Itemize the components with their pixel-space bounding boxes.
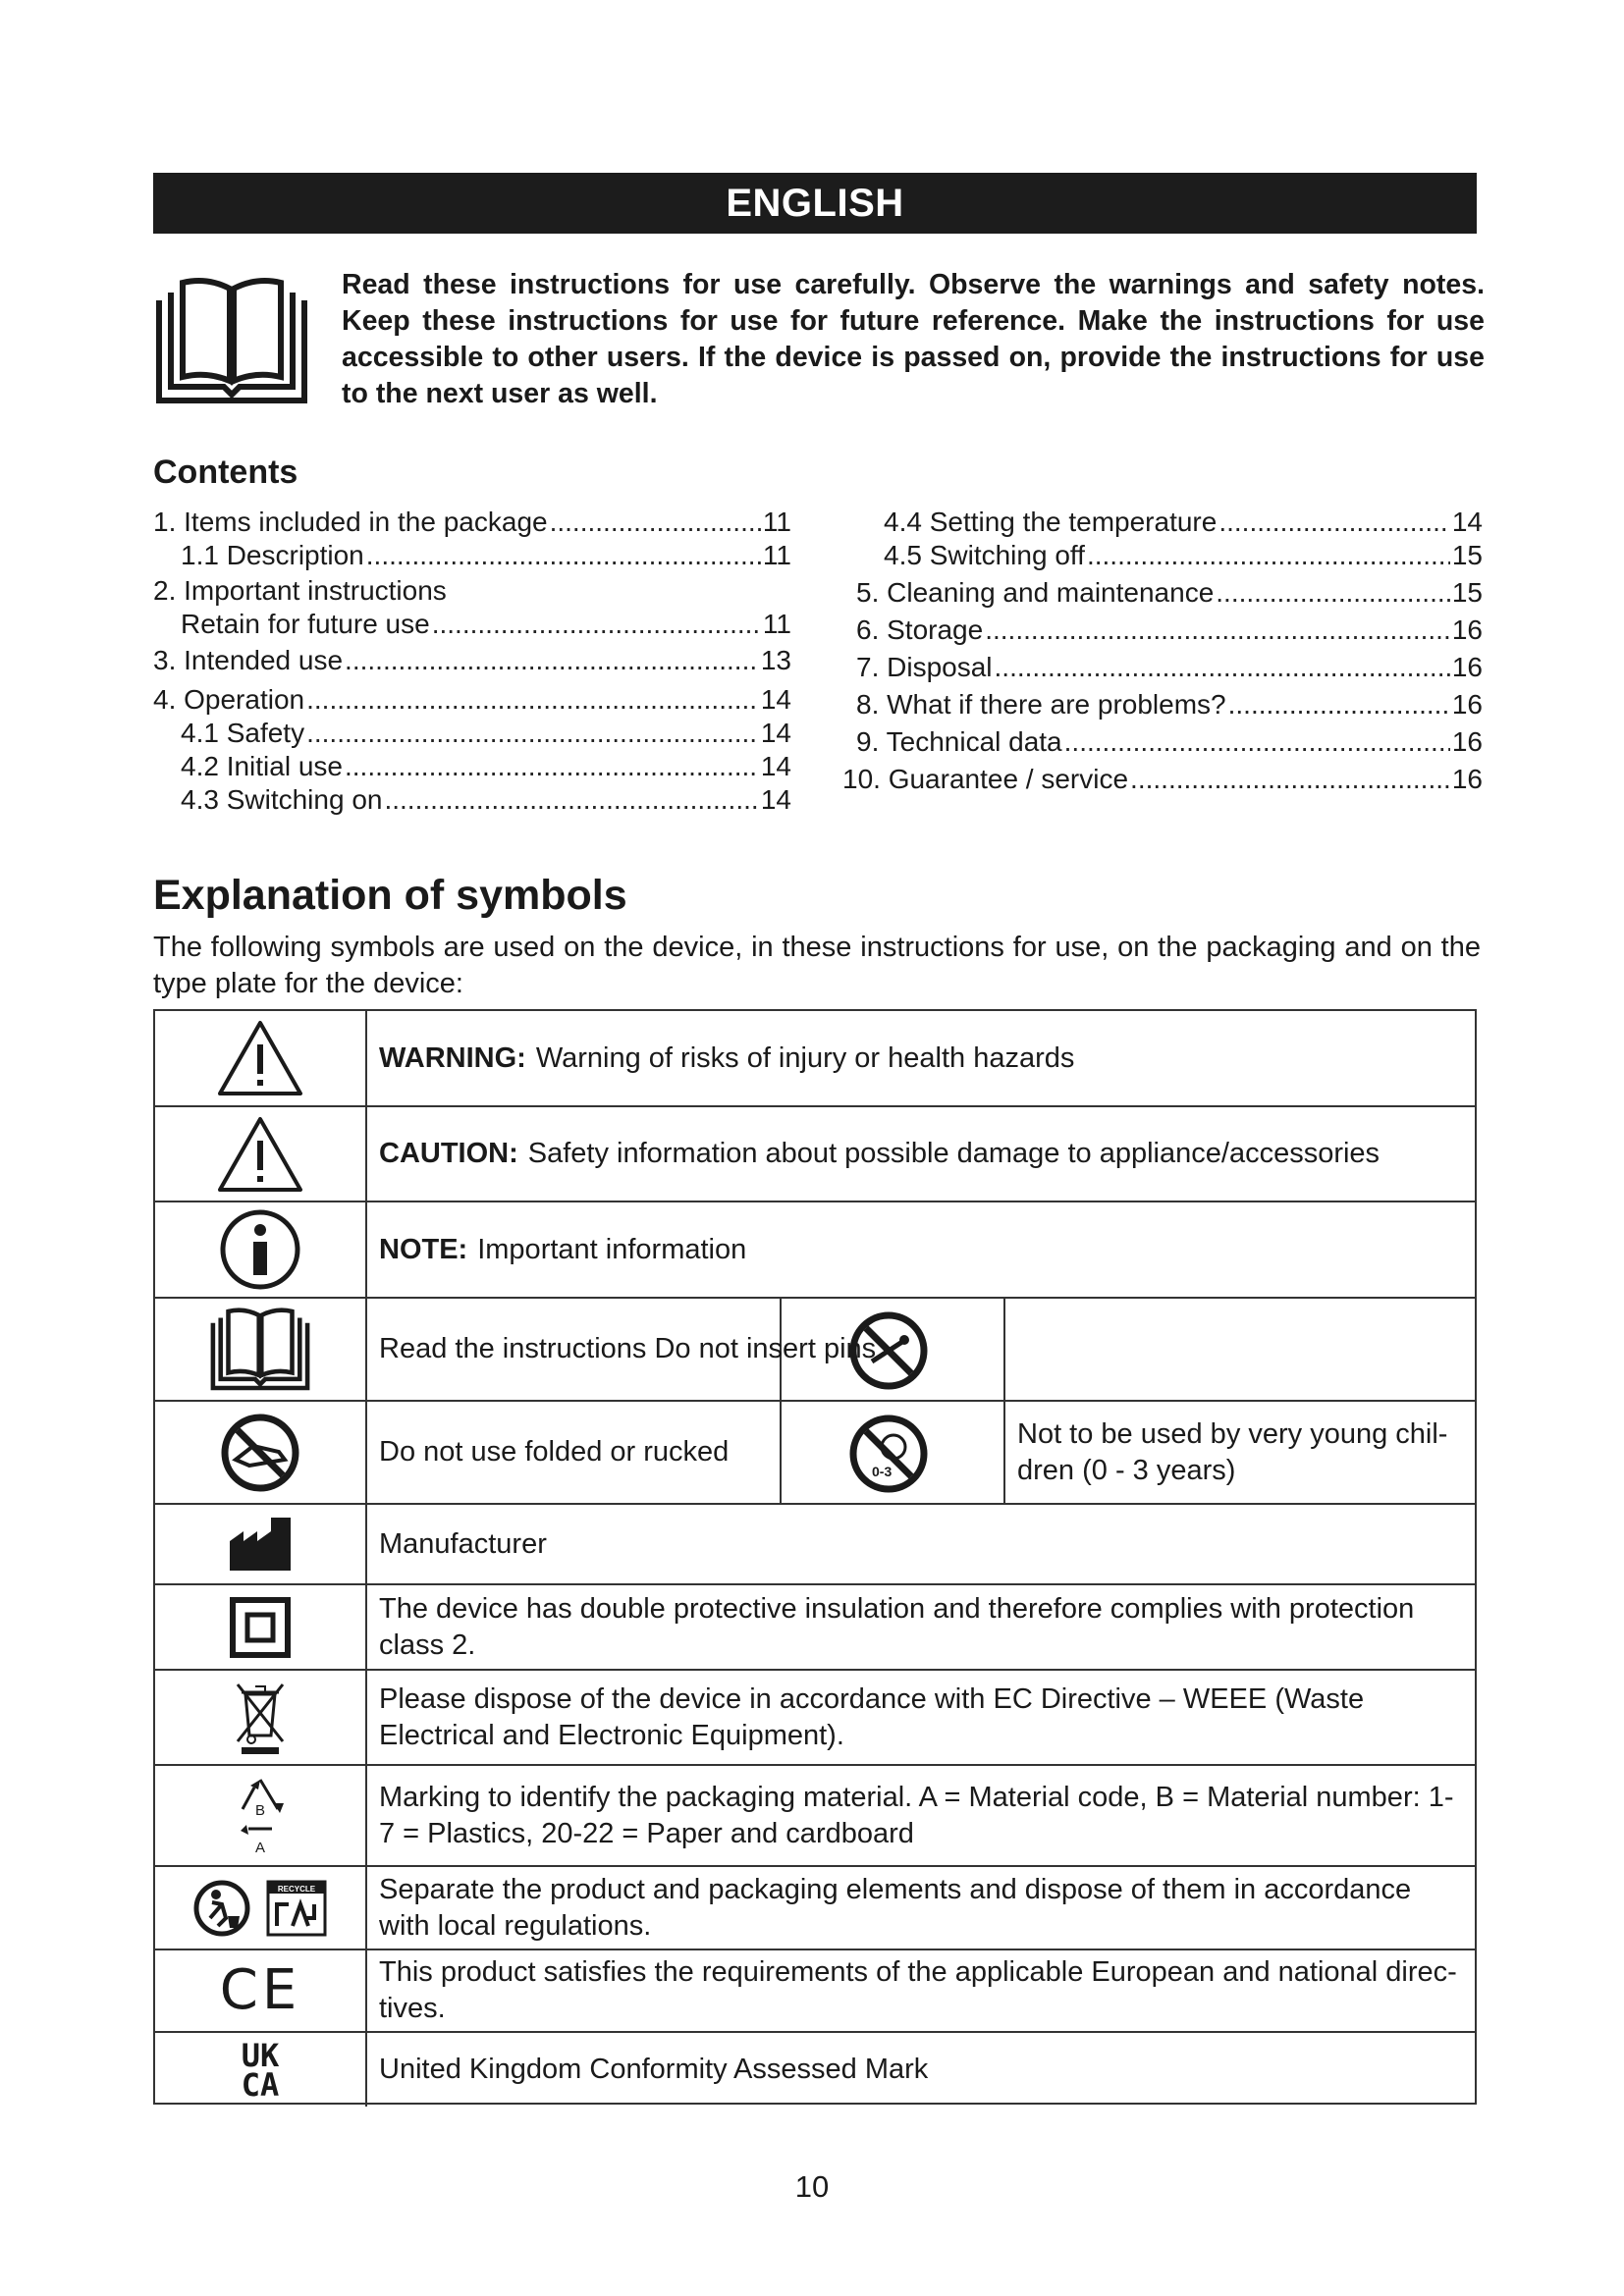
ukca-mark-icon — [155, 2033, 367, 2107]
no-folding-icon — [220, 1413, 300, 1493]
toc-right-column — [842, 506, 1483, 796]
toc-left-column — [153, 506, 791, 817]
toc-entry[interactable]: Retain for future use ..... 11 — [153, 608, 791, 641]
symbol-row-note — [155, 1201, 1475, 1297]
read-instructions-icon — [209, 1305, 311, 1395]
toc-entry[interactable]: 8. What if there are problems? ..... 16 — [842, 688, 1483, 721]
toc-entry[interactable]: 2. Important instructions — [153, 575, 447, 606]
symbol-row-caution — [155, 1105, 1475, 1201]
toc-entry[interactable]: 4.3 Switching on ..... 14 — [153, 783, 791, 817]
toc-entry[interactable]: 4.4 Setting the temperature ..... 14 — [842, 506, 1483, 539]
recycle-person-icon — [192, 1879, 251, 1938]
symbol-row-warning — [155, 1011, 1475, 1105]
material-number-label: B — [254, 1801, 266, 1819]
warning-triangle-icon — [216, 1019, 304, 1097]
ukca-text: United Kingdom Conformity Assessed Mark — [379, 2054, 929, 2085]
toc-entry[interactable]: 5. Cleaning and maintenance ..... 15 — [842, 576, 1483, 610]
symbols-intro: The following symbols are used on the device, in these instructions for use, on the packaging and on the type plate for the device: — [153, 932, 1481, 999]
symbols-table — [153, 1009, 1477, 2105]
toc-entry[interactable]: 4.5 Switching off ..... 15 — [842, 539, 1483, 572]
page-number: 10 — [794, 2169, 830, 2204]
protection-class-2-icon — [230, 1597, 291, 1658]
language-banner: ENGLISH — [153, 173, 1477, 234]
symbol-row-weee — [155, 1669, 1475, 1764]
warning-text: Warning of risks of injury or health hazards — [535, 1041, 1075, 1074]
no-children-icon — [848, 1414, 929, 1494]
ukca-bottom: CA — [241, 2065, 280, 2104]
protection-class-text: The device has double protective insulation and therefore complies with protection class 2. — [379, 1592, 1415, 1661]
toc-entry[interactable]: 10. Guarantee / service ..... 16 — [842, 763, 1483, 796]
toc-entry[interactable]: 9. Technical data ..... 16 — [842, 725, 1483, 759]
age-label: 0-3 — [872, 1464, 893, 1479]
caution-triangle-icon — [216, 1115, 304, 1194]
read-instructions-text: Read the instructions Do not insert pins — [379, 1333, 877, 1364]
manufacturer-text: Manufacturer — [379, 1527, 547, 1560]
symbol-row-read-instructions — [155, 1297, 1475, 1400]
recycle-sort-text: Separate the product and packaging elements and dispose of them in accordance with local regulations. — [379, 1873, 1412, 1942]
note-text: Important information — [477, 1233, 747, 1265]
symbol-row-ce — [155, 1949, 1475, 2031]
symbol-row-protection-class — [155, 1583, 1475, 1669]
toc-entry[interactable]: 1.1 Description ..... 11 — [153, 539, 791, 572]
toc-entry[interactable]: 3. Intended use ..... 13 — [153, 644, 791, 677]
symbol-row-no-folding — [155, 1400, 1475, 1503]
toc-entry[interactable]: 1. Items included in the package ..... 11 — [153, 506, 791, 539]
ukca-top: UK — [241, 2036, 280, 2074]
ce-text: This product satisfies the requirements of the applicable European and national direc-tives. — [379, 1956, 1457, 2024]
symbol-row-recycle-sort — [155, 1865, 1475, 1949]
recycling-code-text: Marking to identify the packaging material. A = Material code, B = Material number: 1-7 = Plastics, 20-22 = Paper and cardboard — [379, 1781, 1454, 1849]
note-label: NOTE: — [379, 1233, 468, 1265]
manufacturer-icon — [228, 1516, 293, 1573]
toc-entry[interactable]: 4.1 Safety ..... 14 — [153, 717, 791, 750]
symbols-heading: Explanation of symbols — [153, 872, 627, 919]
recycling-code-icon — [229, 1774, 292, 1858]
material-code-label: A — [254, 1839, 266, 1856]
toc-entry[interactable]: 6. Storage ..... 16 — [842, 614, 1483, 647]
warning-label: WARNING: — [379, 1041, 526, 1074]
weee-bin-icon — [234, 1681, 287, 1755]
info-icon — [219, 1208, 301, 1291]
contents-heading: Contents — [153, 454, 298, 491]
no-children-text: Not to be used by very young chil-dren (0 - 3 years) — [1017, 1417, 1448, 1486]
caution-text: Safety information about possible damage to appliance/accessories — [527, 1138, 1380, 1169]
weee-text: Please dispose of the device in accordance with EC Directive – WEEE (Waste Electrical and Electronic Equipment). — [379, 1682, 1365, 1751]
caution-label: CAUTION: — [379, 1138, 518, 1169]
recycle-label: RECYCLE — [277, 1884, 316, 1894]
toc-entry[interactable]: 7. Disposal ..... 16 — [842, 651, 1483, 684]
toc-entry[interactable]: 4.2 Initial use ..... 14 — [153, 750, 791, 783]
ce-mark-icon: CE — [219, 1958, 301, 2022]
open-book-icon — [153, 275, 310, 408]
symbol-row-manufacturer — [155, 1503, 1475, 1583]
symbol-row-ukca — [155, 2031, 1475, 2107]
recycle-sort-icon — [265, 1879, 328, 1938]
intro-paragraph: Read these instructions for use carefully. Observe the warnings and safety notes. Keep these instructions for use for future reference. Make the instructions for use accessible to other users. If the device is passed on, provide the instructions for use to the next user as well. — [342, 269, 1485, 409]
toc-entry[interactable]: 4. Operation ..... 14 — [153, 683, 791, 717]
symbol-row-recycling-code — [155, 1764, 1475, 1865]
no-folding-text: Do not use folded or rucked — [379, 1436, 730, 1468]
